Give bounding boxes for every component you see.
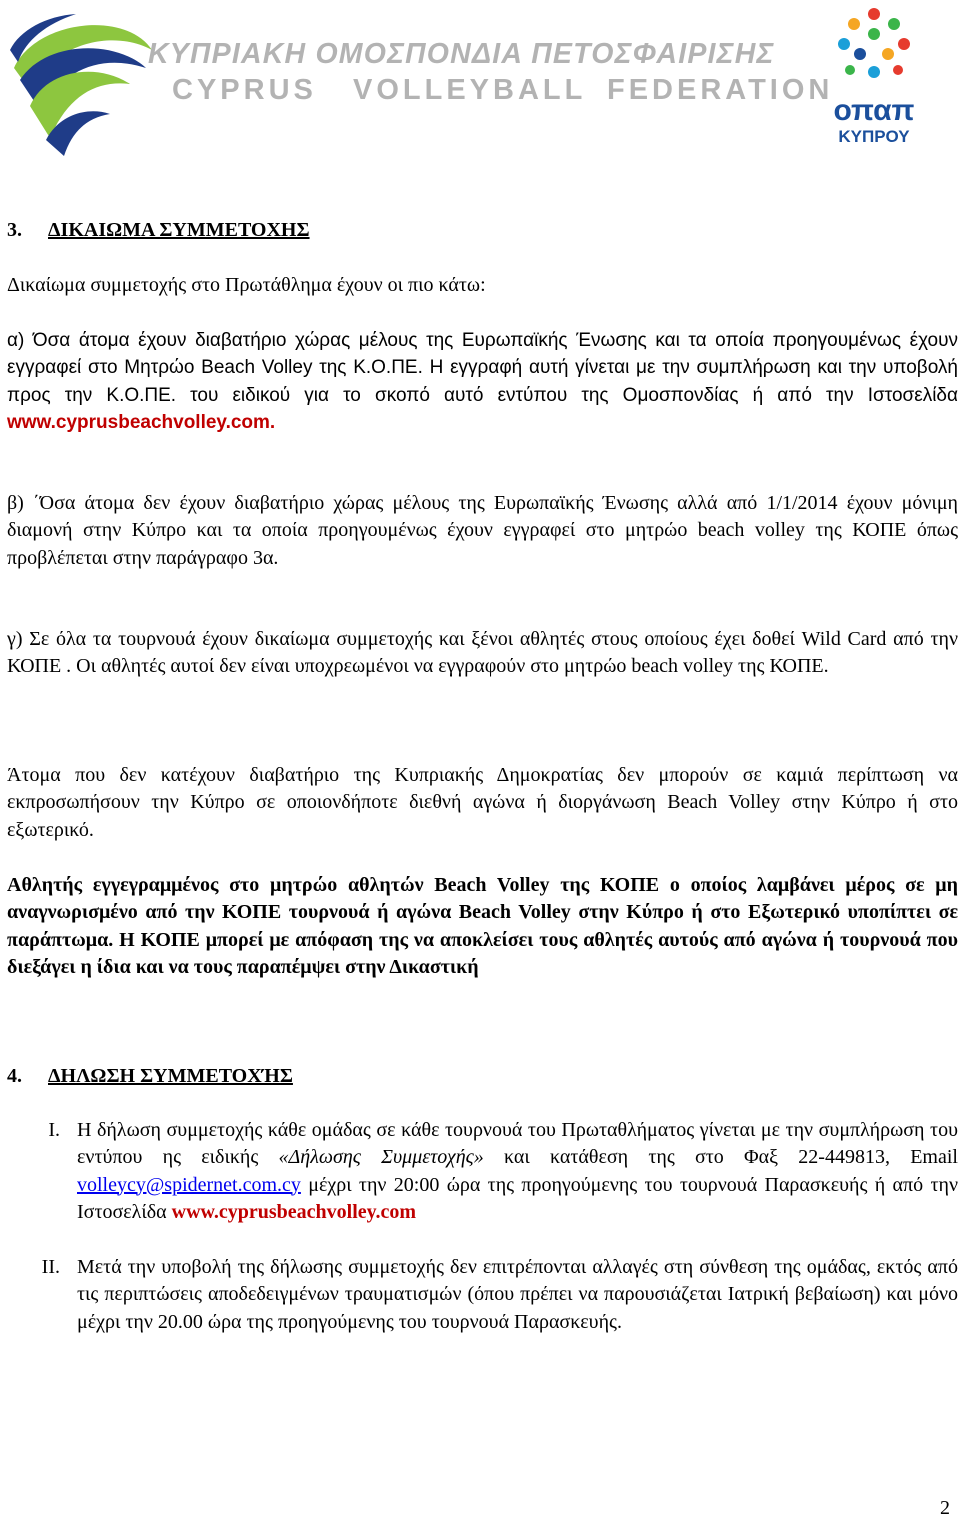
item-text: Η δήλωση συμμετοχής κάθε ομάδας σε κάθε τουρνουά του Πρωταθλήματος γίνεται με την συμπλήρωση του εντύπου ης ειδικής [77, 1119, 958, 1169]
federation-name-word: FEDERATION [607, 74, 834, 106]
federation-logo [6, 10, 156, 160]
passport-note: Άτομα που δεν κατέχουν διαβατήριο της Κυπριακής Δημοκρατίας δεν μπορούν σε καμιά περίπτωση να εκπροσωπήσουν την Κύπρο σε οποιονδήποτε διεθνή αγώνα ή διοργάνωση Beach Volley στην Κύπρο ή στο εξωτερικό. [7, 764, 958, 841]
clause-a-text: α) Όσα άτομα έχουν διαβατήριο χώρας μέλους της Ευρωπαϊκής Ένωσης και τα οποία προηγουμένως έχουν εγγραφεί στο Μητρώο Beach Volley της Κ.Ο.ΠΕ. Η εγγραφή αυτή γίνεται με την συμπλήρωση και την υποβολή προς την Κ.Ο.ΠΕ. του ειδικού για το σκοπό αυτό εντύπου της Ομοσπονδίας ή από την Ιστοσελίδα [7, 330, 958, 406]
clause-a [7, 327, 958, 436]
federation-name-word: VOLLEYBALL [353, 74, 587, 106]
opap-sponsor-logo [826, 2, 922, 152]
list-item-body: Μετά την υποβολή της δήλωσης συμμετοχής δεν επιτρέπονται αλλαγές στη σύνθεση της ομάδας, εκτός από τις περιπτώσεις αποδεδειγμένων τραυματισμών (όπου πρέπει να παρουσιάζεται Ιατρική βεβαίωση) και μόνο μέχρι την 20.00 ώρα της προηγούμενης του τουρνουά Παρασκευής. [77, 1256, 958, 1333]
section-number: 4. [7, 1065, 22, 1087]
email-link[interactable]: volleycy@spidernet.com.cy [77, 1173, 301, 1196]
section-title: ΔΗΛΩΣΗ ΣΥΜΜΕΤΟΧΉΣ [48, 1065, 293, 1087]
intro-paragraph: Δικαίωμα συμμετοχής στο Πρωτάθλημα έχουν οι πιο κάτω: [7, 274, 486, 296]
section-number: 3. [7, 219, 22, 241]
clause-b: β) ΄Όσα άτομα δεν έχουν διαβατήριο χώρας μέλους της Ευρωπαϊκής Ένωσης αλλά από 1/1/2014 έχουν μόνιμη διαμονή στην Κύπρο και τα οποία προηγουμένως έχουν εγγραφεί στο μητρώο beach volley της ΚΟΠΕ όπως προβλέπεται στην παράγραφο 3α. [7, 492, 958, 569]
website-link[interactable]: www.cyprusbeachvolley.com [171, 1200, 417, 1223]
item-form-name: «Δήλωσης Συμμετοχής» [278, 1146, 484, 1169]
sponsor-country: ΚΥΠΡΟΥ [838, 127, 910, 146]
federation-name-word: CYPRUS [172, 74, 317, 106]
item-text: μέχρι την 20:00 ώρα της προηγούμενης του τουρνουά Παρασκευής ή από την Ιστοσελίδα [77, 1173, 958, 1223]
website-link[interactable]: www.cyprusbeachvolley.com. [7, 411, 276, 433]
page-number: 2 [940, 1497, 950, 1519]
sponsor-name: οπαπ [833, 94, 915, 127]
list-marker: II. [41, 1256, 60, 1278]
clause-c: γ) Σε όλα τα τουρνουά έχουν δικαίωμα συμμετοχής και ξένοι αθλητές στους οποίους έχει δοθεί Wild Card από την ΚΟΠΕ . Οι αθλητές αυτοί δεν είναι υποχρεωμένοι να εγγραφούν στο μητρώο beach volley της ΚΟΠΕ. [7, 628, 958, 678]
list-item-body [77, 1117, 958, 1226]
letterhead [0, 0, 960, 170]
item-text: και κατάθεση της στο Φαξ 22-449813, Email [483, 1146, 958, 1169]
federation-name-greek: ΚΥΠΡΙΑΚΗ ΟΜΟΣΠΟΝΔΙΑ ΠΕΤΟΣΦΑΙΡΙΣΗΣ [148, 38, 775, 70]
violation-note: Αθλητής εγγεγραμμένος στο μητρώο αθλητών Beach Volley της ΚΟΠΕ ο οποίος λαμβάνει μέρος σε μη αναγνωρισμένο από την ΚΟΠΕ τουρνουά ή αγώνα Beach Volley στην Κύπρο ή στο Εξωτερικό υποπίπτει σε παράπτωμα. Η ΚΟΠΕ μπορεί με απόφαση της να αποκλείσει τους αθλητές αυτούς από αγώνα ή τουρνουά που διεξάγει η ίδια και να τους παραπέμψει στην Δικαστική [7, 874, 958, 978]
list-marker: I. [48, 1119, 60, 1141]
section-title: ΔΙΚΑΙΩΜΑ ΣΥΜΜΕΤΟΧΗΣ [48, 219, 310, 241]
